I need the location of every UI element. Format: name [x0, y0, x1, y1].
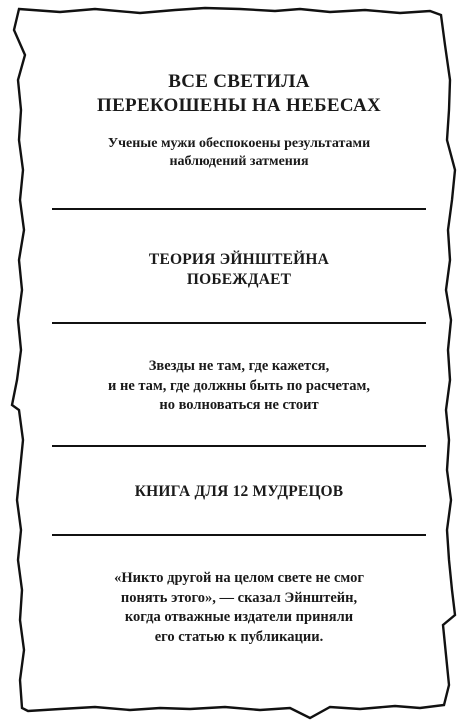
- theory-line-2: ПОБЕЖДАЕТ: [186, 271, 292, 288]
- paragraph-stars-not-there: [52, 357, 426, 416]
- stars-line-1: Звезды не там, где кажется,: [148, 358, 330, 374]
- headline-line-1: ВСЕ СВЕТИЛА: [168, 71, 310, 92]
- stars-line-2: и не там, где должны быть по расчетам,: [107, 377, 370, 394]
- paragraph-einstein-quote: [52, 569, 426, 647]
- subheadline-line-2: наблюдений затмения: [169, 154, 309, 169]
- quote-line-3: когда отважные издатели приняли: [124, 609, 354, 625]
- quote-line-1: «Никто другой на целом свете не смог: [114, 570, 364, 586]
- stars-line-3: но волноваться не стоит: [159, 397, 319, 413]
- document-body: [52, 0, 426, 725]
- subheadline-line-1: Ученые мужи обеспокоены результатами: [107, 136, 371, 151]
- headline-all-stars-askew: [52, 70, 426, 118]
- subheadline-scientists-worried: [52, 135, 426, 171]
- quote-line-4: его статью к публикации.: [154, 628, 324, 645]
- headline-book-for-12-sages: [52, 482, 426, 502]
- divider-2: [52, 322, 426, 324]
- headline-einstein-theory-wins: [52, 250, 426, 290]
- headline-line-2: ПЕРЕКОШЕНЫ НА НЕБЕСАХ: [97, 95, 381, 116]
- divider-4: [52, 534, 426, 536]
- divider-1: [52, 208, 426, 210]
- book-title: КНИГА ДЛЯ 12 МУДРЕЦОВ: [134, 483, 344, 500]
- quote-line-2: понять этого», — сказал Эйнштейн,: [120, 589, 358, 606]
- theory-line-1: ТЕОРИЯ ЭЙНШТЕЙНА: [148, 251, 330, 268]
- divider-3: [52, 445, 426, 447]
